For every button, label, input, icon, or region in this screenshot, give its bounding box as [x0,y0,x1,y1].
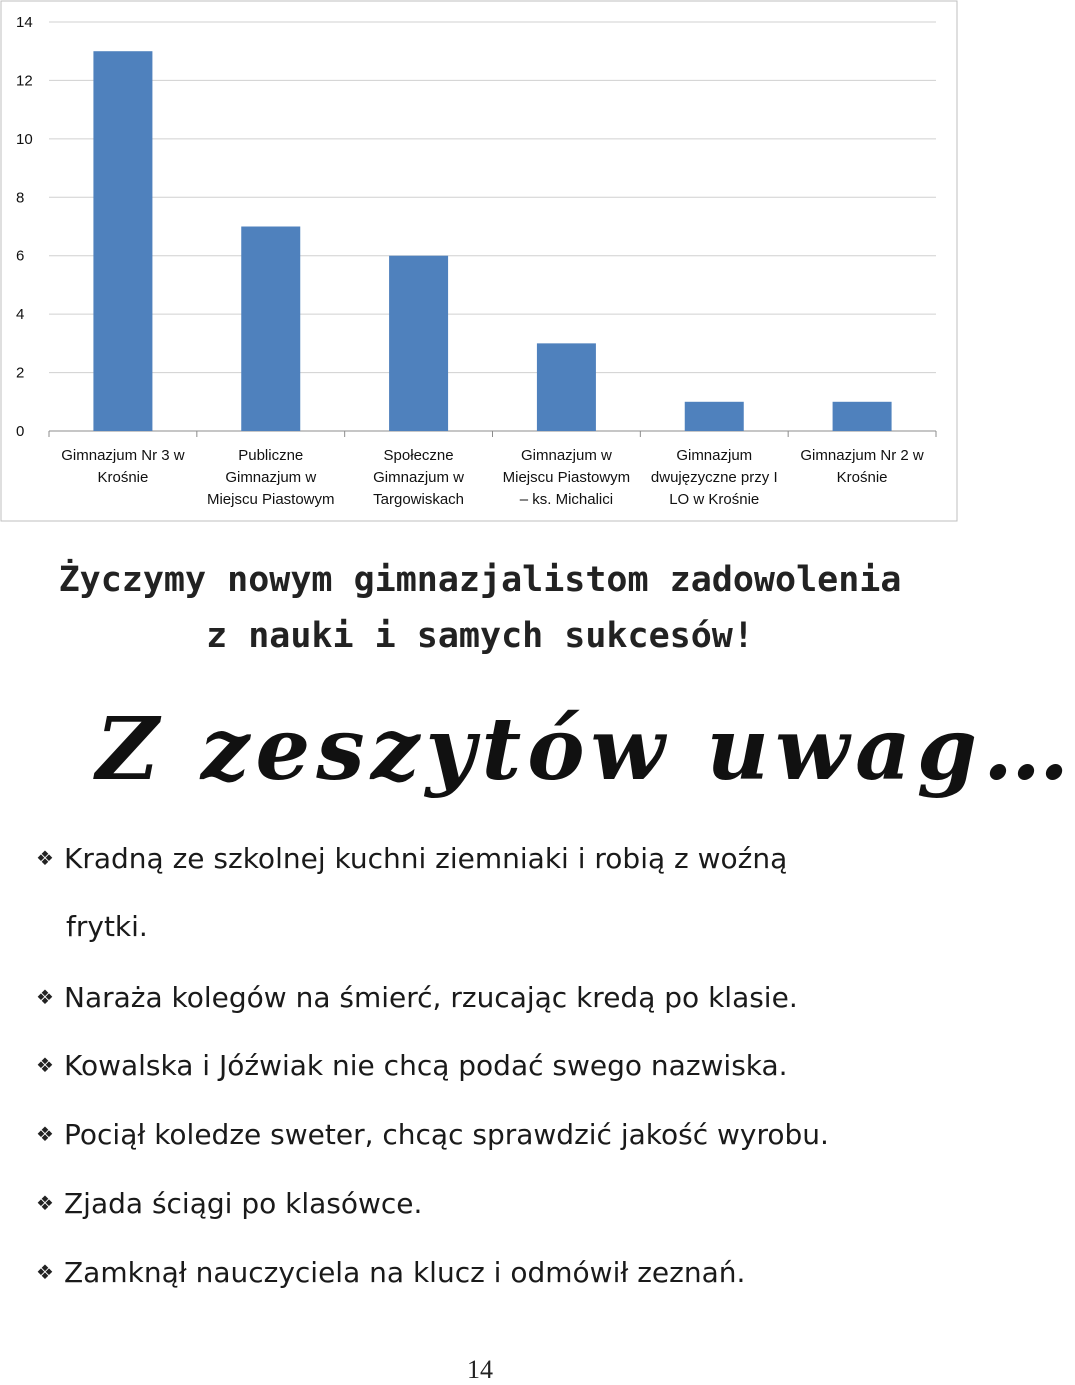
list-item [36,980,916,1015]
bar [93,51,152,431]
y-tick-label: 12 [16,72,33,90]
y-tick-label: 0 [16,423,25,440]
x-tick-label: Gimnazjum Nr 2 w Krośnie [800,447,924,486]
diamond-bullet-icon: ❖ [36,1191,54,1215]
diamond-bullet-icon: ❖ [36,1053,54,1077]
y-tick-label: 8 [16,189,25,207]
diamond-bullet-icon: ❖ [36,1260,54,1284]
diamond-bullet-icon: ❖ [36,846,54,870]
y-tick-label: 6 [16,247,25,265]
list-item-text: Zamknął nauczyciela na klucz i odmówił zeznań. [64,1256,746,1289]
list-item [36,1048,916,1083]
list-item-text: Pociął koledze sweter, chcąc sprawdzić jakość wyrobu. [64,1118,829,1151]
section-title: Z zeszytów uwag… [96,699,1075,800]
x-tick-label: Gimnazjum dwujęzyczne przy I LO w Krośnie [650,447,778,508]
list-item [36,1255,916,1290]
list-item [36,1186,916,1221]
list-item-text: Zjada ściągi po klasówce. [64,1187,423,1220]
x-tick-label: Gimnazjum Nr 3 w Krośnie [61,447,185,486]
page-number: 14 [467,1355,493,1384]
list-item [36,841,916,876]
bar-chart [0,0,960,524]
list-item-text: Naraża kolegów na śmierć, rzucając kredą po klasie. [64,981,798,1014]
x-tick-label: Publiczne Gimnazjum w Miejscu Piastowym [206,447,335,508]
diamond-bullet-icon: ❖ [36,985,54,1009]
y-tick-label: 4 [16,306,25,324]
x-tick-label: Społeczne Gimnazjum w Targowiskach [373,447,465,508]
y-tick-label: 10 [16,130,33,148]
bar [685,402,744,431]
x-tick-label: Gimnazjum w Miejscu Piastowym – ks. Michalici [502,447,631,508]
y-tick-label: 2 [16,364,25,382]
bar [833,402,892,431]
bar [389,256,448,431]
bar [537,343,596,431]
list-item-text: Kowalska i Jóźwiak nie chcą podać swego nazwiska. [64,1049,788,1082]
list-item-continuation: frytki. [66,910,148,943]
list-item-text: Kradną ze szkolnej kuchni ziemniaki i robią z woźną [64,842,788,875]
bar [241,227,300,432]
diamond-bullet-icon: ❖ [36,1122,54,1146]
headline-line-1: Życzymy nowym gimnazjalistom zadowolenia [58,560,902,600]
y-tick-label: 14 [16,14,33,31]
list-item [36,1117,916,1152]
headline-line-2: z nauki i samych sukcesów! [206,616,754,656]
chart-svg [0,0,960,524]
